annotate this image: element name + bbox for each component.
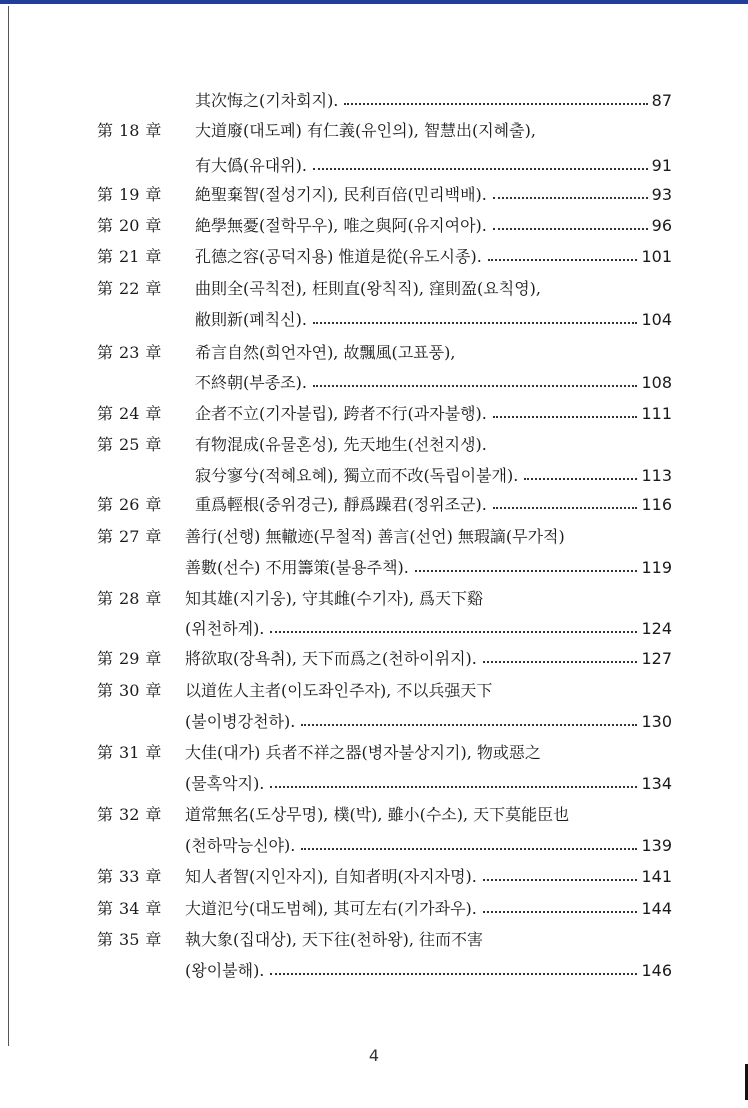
chapter-number: 33 [119, 867, 140, 886]
entry-title: 善行(선행) 無轍迹(무철적) 善言(선언) 無瑕謫(무가적) [185, 527, 565, 546]
toc-line [185, 616, 672, 642]
dot-leader [270, 973, 637, 975]
chapter-suffix: 章 [145, 185, 162, 204]
entry-title: 絶學無憂(절학무우), 唯之與阿(유지여아). [195, 216, 487, 235]
entry-title: 知人者智(지인자지), 自知者明(자지자명). [185, 867, 477, 886]
top-border [0, 0, 748, 4]
chapter-suffix: 章 [145, 681, 162, 700]
entry-page-number: 101 [641, 247, 672, 266]
chapter-suffix: 章 [145, 527, 162, 546]
toc-line [97, 492, 672, 518]
toc-line [97, 118, 672, 144]
chapter-prefix: 第 [97, 527, 114, 546]
chapter-number: 22 [119, 279, 140, 298]
entry-title: 敝則新(폐칙신). [195, 310, 307, 329]
chapter-number: 26 [119, 495, 140, 514]
chapter-prefix: 第 [97, 867, 114, 886]
page-number: 4 [368, 1046, 380, 1065]
dot-leader [483, 661, 638, 663]
chapter-number: 34 [119, 899, 140, 918]
entry-title: 重爲輕根(중위경근), 靜爲躁君(정위조군). [195, 495, 487, 514]
chapter-prefix: 第 [97, 404, 114, 423]
entry-page-number: 134 [641, 774, 672, 793]
chapter-label [97, 864, 187, 890]
entry-page-number: 93 [651, 185, 672, 204]
entry-title: 道常無名(도상무명), 樸(박), 雖小(수소), 天下莫能臣也 [185, 805, 570, 824]
toc-line [97, 678, 672, 704]
dot-leader [313, 385, 638, 387]
toc-line [97, 182, 672, 208]
dot-leader [493, 507, 638, 509]
chapter-number: 19 [119, 185, 140, 204]
chapter-suffix: 章 [145, 435, 162, 454]
chapter-prefix: 第 [97, 589, 114, 608]
dot-leader [301, 724, 637, 726]
chapter-suffix: 章 [145, 121, 162, 140]
toc-line [97, 586, 672, 612]
chapter-suffix: 章 [145, 899, 162, 918]
chapter-number: 27 [119, 527, 140, 546]
entry-page-number: 141 [641, 867, 672, 886]
entry-title: (위천하계). [185, 619, 265, 638]
entry-page-number: 146 [641, 961, 672, 980]
dot-leader [313, 322, 638, 324]
toc-line [97, 432, 672, 458]
chapter-number: 28 [119, 589, 140, 608]
toc-line [97, 524, 672, 550]
chapter-number: 23 [119, 343, 140, 362]
chapter-label [97, 432, 187, 458]
chapter-number: 21 [119, 247, 140, 266]
chapter-label [97, 492, 187, 518]
entry-page-number: 130 [641, 712, 672, 731]
entry-title: 將欲取(장욕취), 天下而爲之(천하이위지). [185, 649, 477, 668]
dot-leader [270, 786, 637, 788]
chapter-number: 24 [119, 404, 140, 423]
chapter-prefix: 第 [97, 743, 114, 762]
chapter-prefix: 第 [97, 216, 114, 235]
entry-title: (왕이불해). [185, 961, 265, 980]
chapter-prefix: 第 [97, 930, 114, 949]
entry-title: 絶聖棄智(절성기지), 民利百倍(민리백배). [195, 185, 487, 204]
chapter-number: 31 [119, 743, 140, 762]
chapter-number: 18 [119, 121, 140, 140]
entry-title: 以道佐人主者(이도좌인주자), 不以兵强天下 [185, 681, 493, 700]
entry-page-number: 111 [641, 404, 672, 423]
chapter-suffix: 章 [145, 930, 162, 949]
entry-page-number: 104 [641, 310, 672, 329]
toc-line [195, 153, 672, 179]
entry-page-number: 91 [651, 156, 672, 175]
entry-page-number: 108 [641, 373, 672, 392]
chapter-number: 35 [119, 930, 140, 949]
chapter-prefix: 第 [97, 247, 114, 266]
chapter-label [97, 802, 187, 828]
dot-leader [270, 631, 637, 633]
entry-title: 善數(선수) 不用籌策(불용주책). [185, 558, 409, 577]
chapter-prefix: 第 [97, 649, 114, 668]
chapter-label [97, 646, 187, 672]
entry-page-number: 119 [641, 558, 672, 577]
entry-title: 曲則全(곡칙전), 枉則直(왕칙직), 窪則盈(요칙영), [195, 279, 541, 298]
chapter-number: 30 [119, 681, 140, 700]
toc-line [195, 370, 672, 396]
chapter-suffix: 章 [145, 805, 162, 824]
chapter-suffix: 章 [145, 649, 162, 668]
toc-line [97, 244, 672, 270]
toc-line [97, 740, 672, 766]
entry-title: 其次悔之(기차회지). [195, 91, 339, 110]
entry-page-number: 139 [641, 836, 672, 855]
entry-title: 大佳(대가) 兵者不祥之器(병자불상지기), 物或惡之 [185, 743, 541, 762]
chapter-label [97, 118, 187, 144]
dot-leader [483, 911, 638, 913]
chapter-label [97, 524, 187, 550]
toc-line [97, 927, 672, 953]
dot-leader [493, 197, 648, 199]
dot-leader [483, 879, 638, 881]
chapter-label [97, 678, 187, 704]
chapter-label [97, 182, 187, 208]
toc-line [185, 709, 672, 735]
chapter-prefix: 第 [97, 495, 114, 514]
chapter-label [97, 244, 187, 270]
entry-page-number: 116 [641, 495, 672, 514]
chapter-label [97, 927, 187, 953]
chapter-label [97, 276, 187, 302]
dot-leader [524, 478, 637, 480]
toc-line [97, 802, 672, 828]
toc-line [97, 276, 672, 302]
binding-edge [8, 6, 9, 1046]
toc-line [195, 307, 672, 333]
chapter-prefix: 第 [97, 805, 114, 824]
dot-leader [301, 848, 637, 850]
chapter-label [97, 896, 187, 922]
toc-line [97, 896, 672, 922]
entry-title: 寂兮寥兮(적혜요혜), 獨立而不改(독립이불개). [195, 466, 519, 485]
dot-leader [493, 228, 648, 230]
entry-page-number: 127 [641, 649, 672, 668]
entry-page-number: 144 [641, 899, 672, 918]
entry-title: (물혹악지). [185, 774, 265, 793]
toc-line [195, 88, 672, 114]
chapter-prefix: 第 [97, 343, 114, 362]
entry-title: (천하막능신야). [185, 836, 296, 855]
chapter-suffix: 章 [145, 247, 162, 266]
toc-line [185, 958, 672, 984]
entry-page-number: 96 [651, 216, 672, 235]
chapter-suffix: 章 [145, 867, 162, 886]
entry-page-number: 87 [651, 91, 672, 110]
chapter-suffix: 章 [145, 743, 162, 762]
entry-title: 有物混成(유물혼성), 先天地生(선천지생). [195, 435, 487, 454]
chapter-prefix: 第 [97, 899, 114, 918]
dot-leader [488, 259, 638, 261]
toc-line [185, 771, 672, 797]
chapter-number: 20 [119, 216, 140, 235]
entry-title: 不終朝(부종조). [195, 373, 307, 392]
chapter-prefix: 第 [97, 121, 114, 140]
entry-page-number: 113 [641, 466, 672, 485]
chapter-label [97, 586, 187, 612]
chapter-label [97, 740, 187, 766]
chapter-suffix: 章 [145, 589, 162, 608]
entry-title: 大道氾兮(대도범혜), 其可左右(기가좌우). [185, 899, 477, 918]
dot-leader [415, 570, 638, 572]
chapter-prefix: 第 [97, 185, 114, 204]
toc-line [185, 833, 672, 859]
entry-title: 希言自然(희언자연), 故飄風(고표풍), [195, 343, 456, 362]
entry-title: 執大象(집대상), 天下往(천하왕), 往而不害 [185, 930, 484, 949]
chapter-number: 32 [119, 805, 140, 824]
toc-line [185, 555, 672, 581]
toc-line [195, 463, 672, 489]
chapter-suffix: 章 [145, 279, 162, 298]
chapter-number: 29 [119, 649, 140, 668]
entry-title: 企者不立(기자불립), 跨者不行(과자불행). [195, 404, 487, 423]
chapter-label [97, 401, 187, 427]
dot-leader [344, 103, 647, 105]
chapter-suffix: 章 [145, 495, 162, 514]
entry-title: 知其雄(지기웅), 守其雌(수기자), 爲天下谿 [185, 589, 484, 608]
entry-title: 大道廢(대도폐) 有仁義(유인의), 智慧出(지혜출), [195, 121, 536, 140]
dot-leader [313, 168, 648, 170]
toc-line [97, 401, 672, 427]
toc-line [97, 646, 672, 672]
entry-title: 有大僞(유대위). [195, 156, 307, 175]
entry-title: 孔德之容(공덕지용) 惟道是從(유도시종). [195, 247, 482, 266]
chapter-prefix: 第 [97, 279, 114, 298]
entry-page-number: 124 [641, 619, 672, 638]
chapter-label [97, 340, 187, 366]
toc-line [97, 864, 672, 890]
chapter-suffix: 章 [145, 404, 162, 423]
chapter-prefix: 第 [97, 681, 114, 700]
toc-line [97, 213, 672, 239]
chapter-suffix: 章 [145, 216, 162, 235]
chapter-prefix: 第 [97, 435, 114, 454]
chapter-suffix: 章 [145, 343, 162, 362]
entry-title: (불이병강천하). [185, 712, 296, 731]
chapter-label [97, 213, 187, 239]
toc-line [97, 340, 672, 366]
chapter-number: 25 [119, 435, 140, 454]
dot-leader [493, 416, 638, 418]
